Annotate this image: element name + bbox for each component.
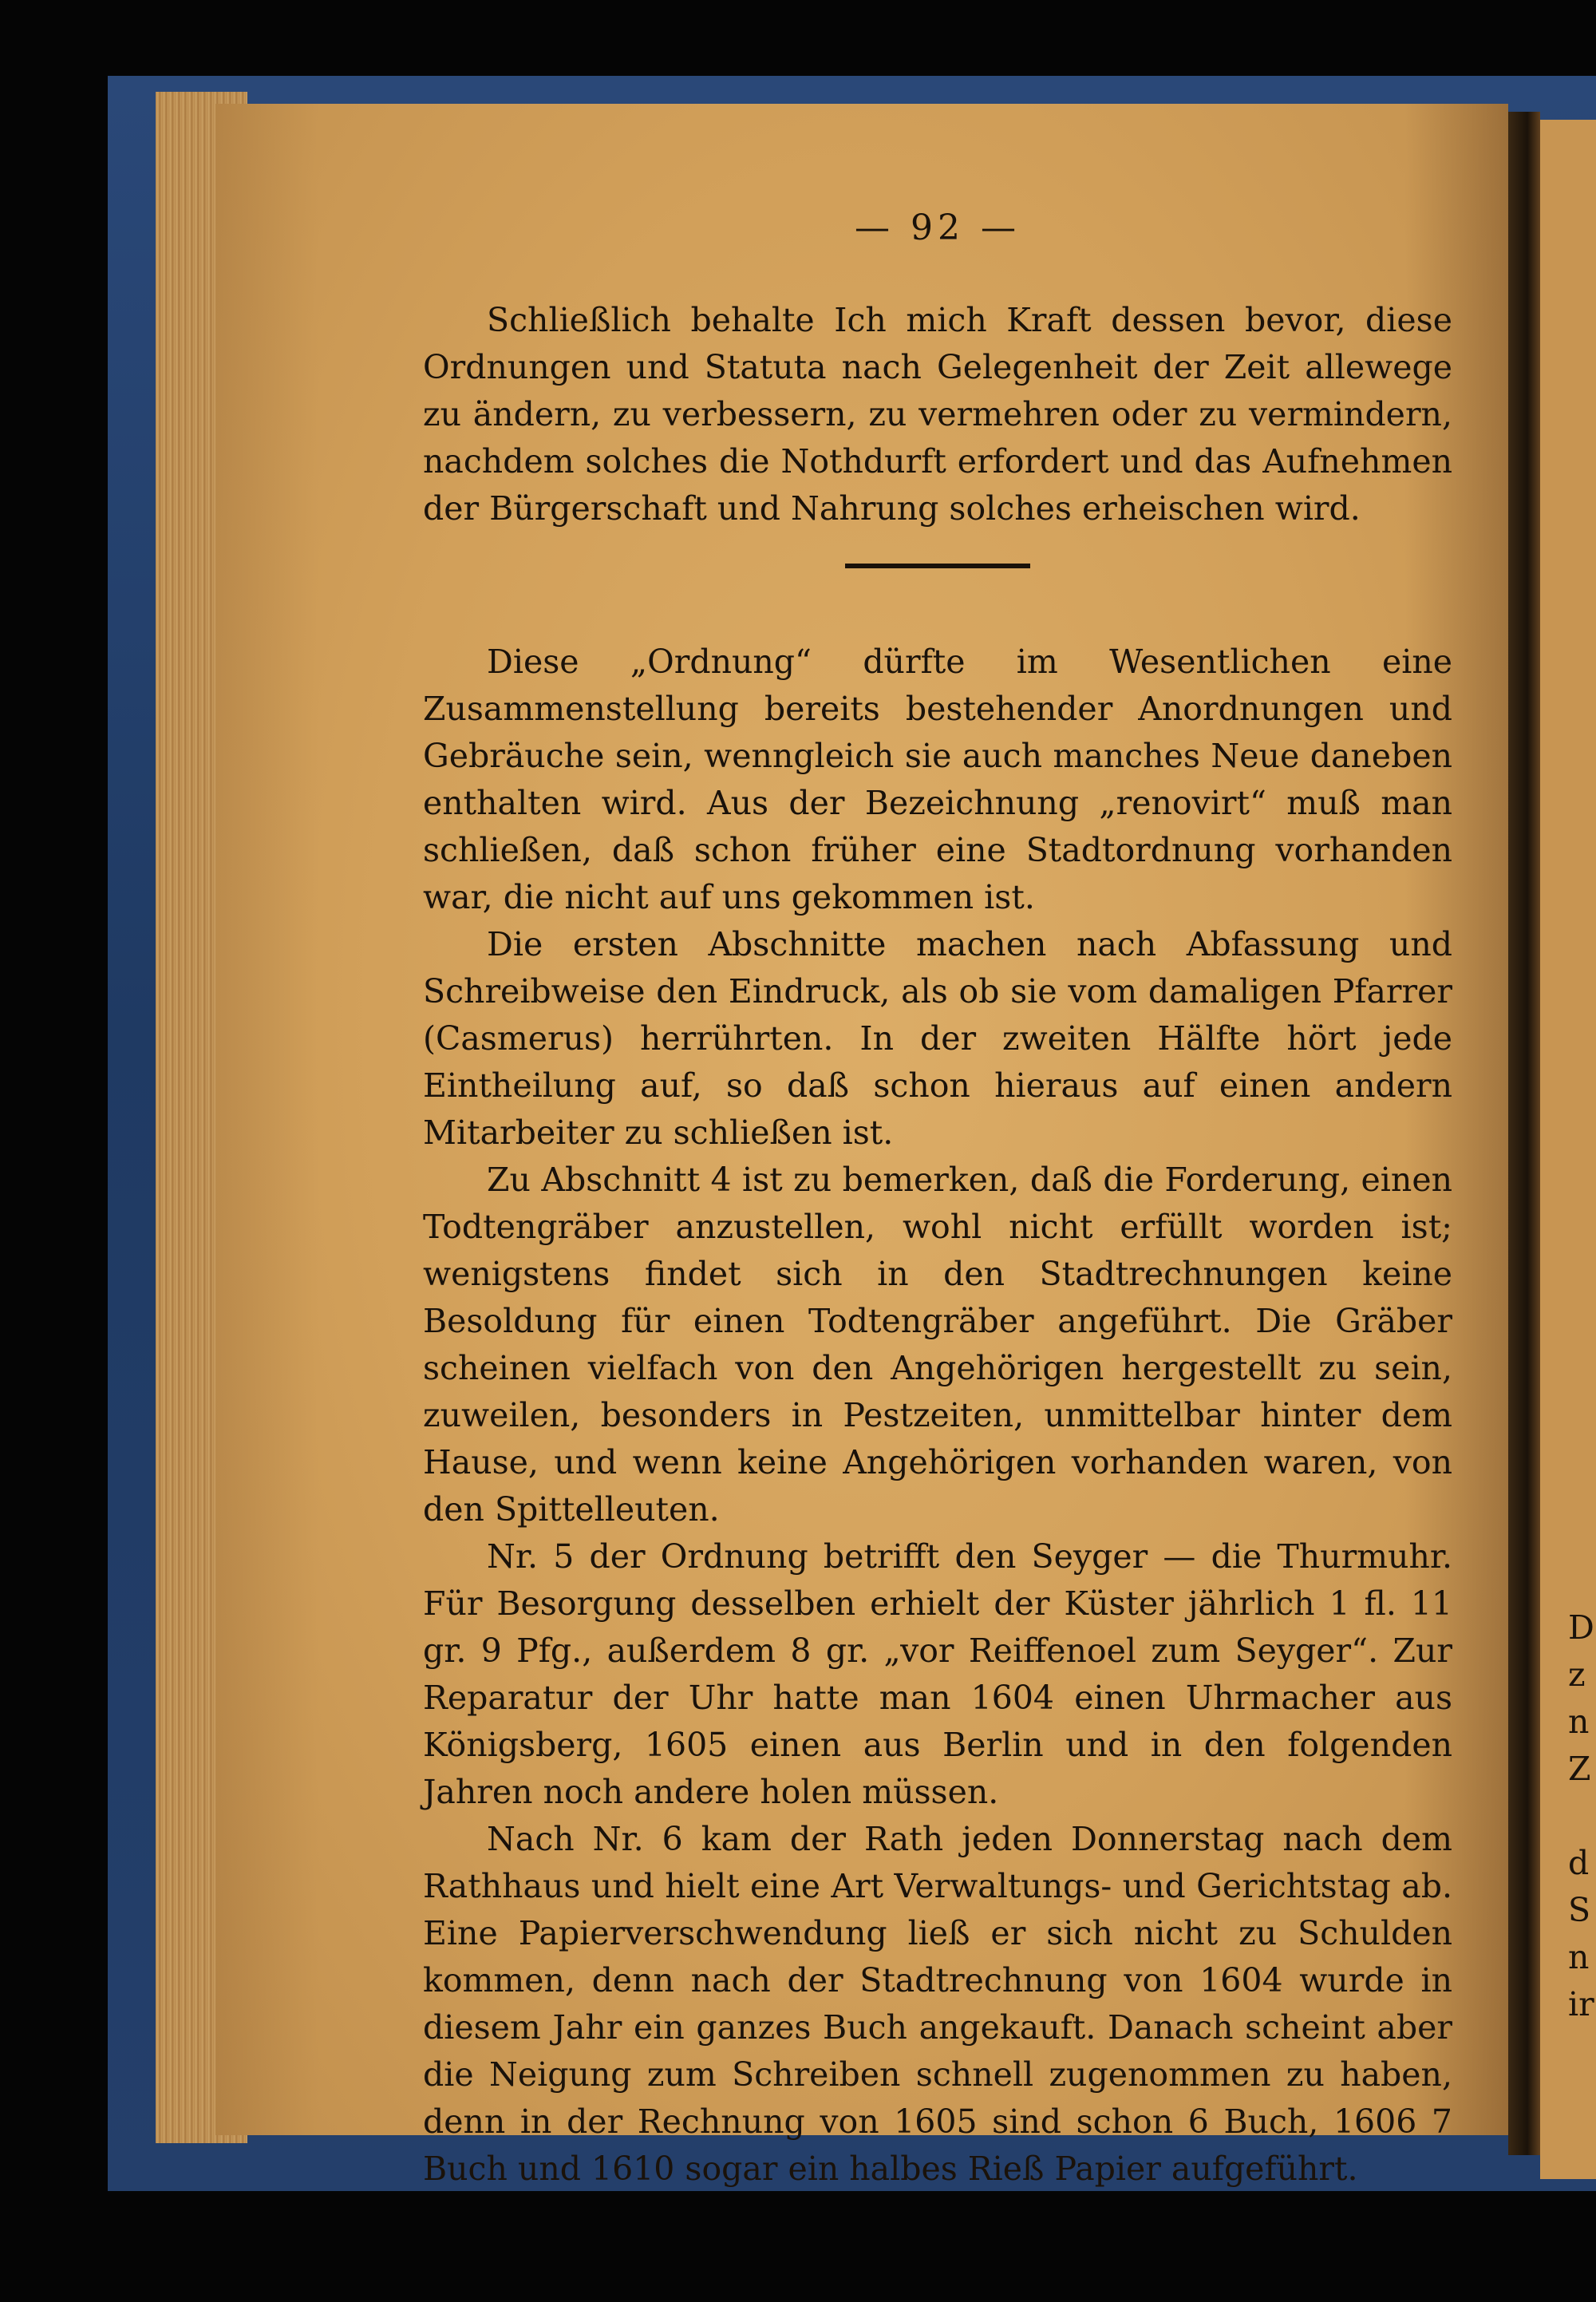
section-divider bbox=[845, 564, 1030, 568]
top-section bbox=[423, 297, 1452, 532]
facing-letter: n bbox=[1568, 1703, 1590, 1741]
facing-letter: z bbox=[1568, 1655, 1586, 1694]
facing-letter: D bbox=[1568, 1608, 1594, 1647]
section-divider-wrap bbox=[423, 564, 1452, 568]
paragraph: Nr. 5 der Ordnung betrifft den Seyger — die Thurmuhr. Für Besorgung desselben erhielt der Küster jährlich 1 fl. 11 gr. 9 Pfg., außerdem 8 gr. „vor Reiffenoel zum Seyger“. Zur Reparatur der Uhr hatte man 1604 einen Uhrmacher aus Königsberg, 1605 einen aus Berlin und in den folgenden Jahren noch andere holen müssen. bbox=[423, 1537, 1452, 1811]
paragraph: Zu Abschnitt 4 ist zu bemerken, daß die Forderung, einen Todtengräber anzustellen, wohl nicht erfüllt worden ist; wenigstens findet sich in den Stadtrechnungen keine Besoldung für einen Todtengräber angeführt. Die Gräber scheinen vielfach von den Angehörigen hergestellt zu sein, zuweilen, besonders in Pestzeiten, unmittelbar hinter dem Hause, und wenn keine Angehörigen vorhanden waren, von den Spittelleuten. bbox=[423, 1161, 1452, 1529]
main-section bbox=[423, 639, 1452, 2193]
facing-letter: ir bbox=[1568, 1985, 1594, 2023]
page-number: — 92 — bbox=[855, 208, 1021, 248]
facing-letter: S bbox=[1568, 1891, 1591, 1929]
paragraph: Die ersten Abschnitte machen nach Abfassung und Schreibweise den Eindruck, als ob sie vom damaligen Pfarrer (Casmerus) herrührten. In der zweiten Hälfte hört jede Eintheilung auf, so daß schon hieraus auf einen andern Mitarbeiter zu schließen ist. bbox=[423, 925, 1452, 1152]
facing-letter: Z bbox=[1568, 1750, 1591, 1788]
paragraph: Schließlich behalte Ich mich Kraft dessen bevor, diese Ordnungen und Statuta nach Gelegenheit der Zeit allewege zu ändern, zu verbessern, zu vermehren oder zu vermindern, nachdem solches die Nothdurft erfordert und das Aufnehmen der Bürgerschaft und Nahrung solches erheischen wird. bbox=[423, 301, 1452, 528]
facing-letter: n bbox=[1568, 1938, 1590, 1976]
facing-gap bbox=[1568, 1793, 1596, 1840]
paragraph: Diese „Ordnung“ dürfte im Wesentlichen eine Zusammenstellung bereits bestehender Anordnungen und Gebräuche sein, wenngleich sie auch manches Neue daneben enthalten wird. Aus der Bezeichnung „renovirt“ muß man schließen, daß schon früher eine Stadtordnung vorhanden war, die nicht auf uns gekommen ist. bbox=[423, 643, 1452, 916]
book-gutter bbox=[1508, 112, 1540, 2155]
paragraph: Nach Nr. 6 kam der Rath jeden Donnerstag nach dem Rathhaus und hielt eine Art Verwaltungs- und Gerichtstag ab. Eine Papierverschwendung ließ er sich nicht zu Schulden kommen, denn nach der Stadtrechnung von 1604 wurde in diesem Jahr ein ganzes Buch angekauft. Danach scheint aber die Neigung zum Schreiben schnell zugenommen zu haben, denn in der Rechnung von 1605 sind schon 6 Buch, 1606 7 Buch und 1610 sogar ein halbes Rieß Papier aufgeführt. bbox=[423, 1820, 1452, 2188]
facing-page-text bbox=[1568, 1604, 1596, 2028]
facing-letter: d bbox=[1568, 1844, 1590, 1882]
